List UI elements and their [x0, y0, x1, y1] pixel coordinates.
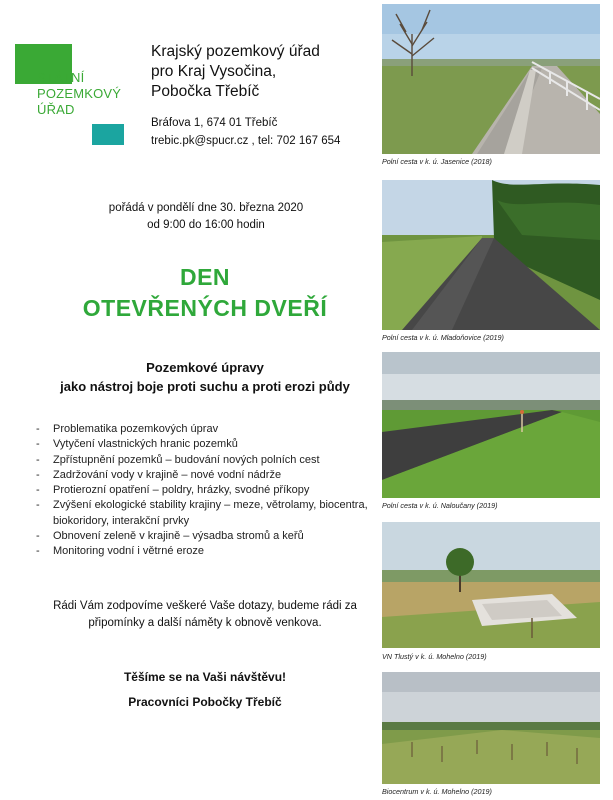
event-title [20, 262, 390, 324]
topic-item [36, 453, 376, 468]
event-date [100, 200, 312, 234]
photo-field-road-jasenice-image [382, 4, 600, 154]
bullet-dash: - [36, 484, 40, 497]
topic-item [36, 544, 376, 559]
logo-teal-square [92, 124, 124, 145]
event-subtitle-line: jako nástroj boje proti suchu a proti erozi půdy [60, 379, 350, 394]
photo-reservoir-tlusty [382, 522, 600, 648]
topic-item [36, 437, 376, 452]
photo-reservoir-tlusty-image [382, 522, 600, 648]
topic-text: Zvýšení ekologické stability krajiny – meze, větrolamy, biocentra, biokoridory, interakční prvky [53, 499, 368, 527]
event-subtitle-line: Pozemkové úpravy [146, 360, 264, 375]
photo-field-road-naloucany [382, 352, 600, 498]
topic-text: Zpřístupnění pozemků – budování nových polních cest [53, 453, 320, 466]
bullet-dash: - [36, 468, 40, 481]
bullet-dash: - [36, 438, 40, 451]
office-contact: trebic.pk@spucr.cz , tel: 702 167 654 [151, 135, 341, 147]
office-address: Bráfova 1, 674 01 Třebíč [151, 117, 278, 129]
topic-text: Problematika pozemkových úprav [53, 423, 219, 435]
logo-text [37, 70, 147, 118]
photo-caption: VN Tlustý v k. ú. Mohelno (2019) [382, 652, 487, 661]
bullet-dash: - [36, 423, 40, 435]
signature: Pracovníci Pobočky Třebíč [128, 695, 282, 709]
photo-field-road-naloucany-image [382, 352, 600, 498]
office-name-line: Krajský pozemkový úřad [151, 43, 320, 60]
office-name [151, 42, 371, 102]
photo-caption: Polní cesta v k. ú. Mladoňovice (2019) [382, 333, 504, 342]
closing-note [30, 598, 380, 632]
topic-item [36, 468, 376, 483]
logo-line: STÁTNÍ [37, 70, 85, 85]
greeting: Těšíme se na Vaši návštěvu! [123, 670, 287, 684]
event-subtitle [10, 358, 400, 396]
topic-text: Zadržování vody v krajině – nové vodní nádrže [53, 468, 282, 481]
topic-item [36, 422, 376, 437]
closing-line: Rádi Vám zodpovíme veškeré Vaše dotazy, budeme rádi za [53, 600, 357, 612]
bullet-dash: - [36, 545, 40, 558]
photo-caption: Biocentrum v k. ú. Mohelno (2019) [382, 787, 492, 796]
topic-item [36, 498, 376, 529]
bullet-dash: - [36, 453, 40, 466]
topic-item [36, 529, 376, 544]
logo-line: ÚŘAD [37, 102, 75, 117]
photo-biocentrum-mohelno [382, 672, 600, 784]
office-name-line: Pobočka Třebíč [151, 83, 260, 100]
photo-field-road-mladonovice-image [382, 180, 600, 330]
bullet-dash: - [36, 530, 40, 543]
event-title-line: OTEVŘENÝCH DVEŘÍ [82, 295, 328, 321]
bullet-dash: - [36, 499, 40, 512]
topics-list [36, 422, 376, 560]
topic-text: Vytyčení vlastnických hranic pozemků [53, 438, 238, 451]
topic-item [36, 483, 376, 498]
topic-text: Obnovení zeleně v krajině – výsadba stromů a keřů [53, 530, 304, 543]
photo-biocentrum-mohelno-image [382, 672, 600, 784]
photo-field-road-mladonovice [382, 180, 600, 330]
topic-text: Monitoring vodní i větrné eroze [53, 545, 205, 558]
photo-caption: Polní cesta v k. ú. Jasenice (2018) [382, 157, 492, 166]
photo-caption: Polní cesta v k. ú. Naloučany (2019) [382, 501, 498, 510]
event-time-line: od 9:00 do 16:00 hodin [147, 219, 265, 231]
photo-field-road-jasenice [382, 4, 600, 154]
closing-line: připomínky a další náměty k obnově venkova. [88, 617, 322, 629]
event-date-line: pořádá v pondělí dne 30. března 2020 [108, 202, 304, 214]
logo-line: POZEMKOVÝ [37, 86, 122, 101]
office-name-line: pro Kraj Vysočina, [151, 63, 277, 80]
event-title-line: DEN [179, 264, 231, 290]
topic-text: Protierozní opatření – poldry, hrázky, svodné příkopy [53, 484, 310, 497]
